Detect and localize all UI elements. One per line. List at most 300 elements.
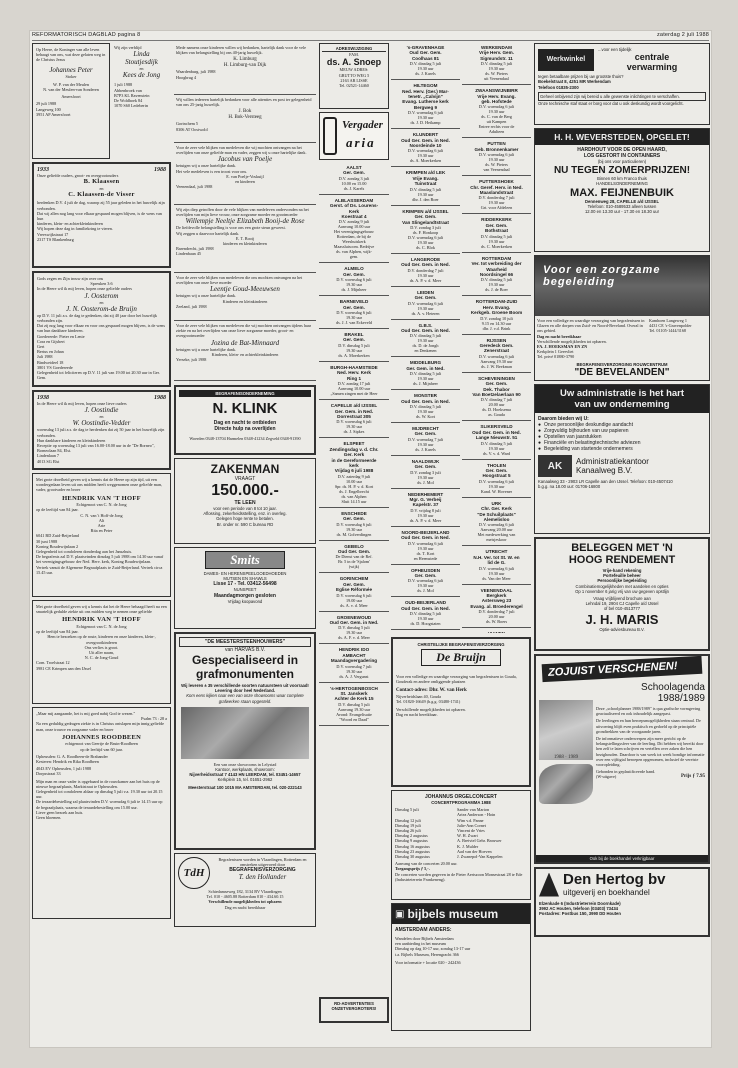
church-service — [391, 424, 460, 456]
service-details: D.V. zondag 3 juli ds. F. Honkoop D.V. woensdag 6 juli 19.30 uur ds. C. Blok — [407, 224, 444, 250]
phone: Telefoon 01835-2300 — [538, 84, 579, 90]
service-details: D.V. dinsdag 5 juli 19.30 uur ds. A. F. v. d. Meer — [338, 625, 370, 641]
address: GRUTTO WEG 5 — [338, 72, 370, 78]
church-name: THOLEN Ger. Gem. Hoogstraat 5 — [482, 462, 511, 479]
text: aria — [346, 135, 376, 150]
church-service — [462, 374, 531, 422]
ad-rd-advertenties — [319, 997, 389, 1023]
pillar-icon — [323, 117, 337, 155]
church-service — [319, 196, 389, 264]
service-details: D.V. dinsdag 5 juli 19.30 uur ds. J. Mijnheer — [409, 371, 442, 387]
ad-title: centrale verwarming — [626, 52, 678, 73]
text: Kantoor, werkplaats, showroom: — [215, 767, 275, 773]
list-item-label: Financiële en belastingtechnische adviezen — [544, 440, 641, 446]
church-name: UTRECHT N.H. Ver. tot St. W. en lid de G. — [473, 549, 520, 566]
text: Verschillende mogelijkheden tot opbaren. — [396, 707, 466, 713]
banner: ZOJUIST VERSCHENEN! — [542, 656, 703, 682]
person-name: J. Oostindie — [84, 406, 119, 415]
address: Waardenburg, juli 1988 Hoogbrug 4 — [176, 69, 216, 80]
phone: of bel 010-4513777 — [603, 606, 641, 612]
company-name: T. den Hollander — [238, 873, 287, 882]
text: en — [139, 66, 144, 72]
phone: Telefoon: 010-4589533 alleen tussen — [587, 203, 657, 209]
church-service — [462, 422, 531, 459]
text: Woerden 0348-13704 Harmelen 0348-41234 Zegveld 0348-91390 — [189, 436, 301, 442]
list-item-label: Opstellen van jaarstukken — [544, 434, 602, 440]
kanaalweg-logo-icon: AK — [538, 455, 572, 477]
text: betuigen wij u onze hartelijke dank. — [176, 293, 237, 299]
bullet-icon: ● — [538, 422, 542, 428]
church-name: LANGERODE Oud Ger. Gem. in Ned. — [401, 256, 450, 268]
text: Voor de zeer vele blijken van medeleven die ons mochten ontvangen na het overlijden van onze lieve moeder — [176, 275, 303, 286]
church-service — [462, 177, 531, 214]
ad-anniversary-oosterom — [32, 271, 171, 387]
date: Zeeland, juli 1988 — [176, 303, 207, 309]
ad-thanks-de-bat — [174, 321, 316, 381]
text: Verschillende mogelijkheden tot opbaren. — [537, 338, 607, 344]
header-left: REFORMATORISCH DAGBLAD pagina 8 — [32, 32, 141, 38]
service-details: D.V. dinsdag 5 juli 19.30 uur ds. W. Pieters uit Veenendaal — [480, 61, 513, 82]
schoolagenda-cover: 1988 · 1989 — [539, 700, 593, 760]
newspaper-page — [29, 30, 712, 1048]
schoolplanner-photo — [539, 764, 593, 804]
text: Daarom bieden wij U: — [538, 416, 589, 422]
phone: Tel. privé 01880-3790 — [537, 354, 575, 360]
text: FA. J. HOEKSMAN EN ZN — [537, 344, 588, 350]
ad-title: BELEGGEN MET 'N HOOG RENDEMENT — [568, 542, 676, 566]
price: Prijs ƒ 7.95 — [680, 774, 705, 780]
ad-thanks-bok — [174, 95, 316, 143]
date: 29 juli 1988 — [36, 101, 57, 107]
text: Opheusden: G. A. Roodbeen-de Brabander Kesteren: Hendrik en Rika Roodbeen — [36, 753, 108, 764]
ad-title: Voor een zorgzame begeleiding — [543, 264, 661, 288]
text: Persoonlijke begeleiding — [597, 578, 647, 584]
company-name: MAX. FEIJNENBUIK — [570, 186, 674, 199]
address: Gorinchem 5 8306 AT Oostwold — [176, 121, 208, 132]
church-service — [319, 613, 389, 645]
service-details: D.V. dinsdag 7 juli 20.00 uur ds. D. Hoeksema as. Gouda — [480, 397, 513, 418]
ad-obituary-roodbeen — [32, 707, 171, 919]
service-details: D.V. woensdag 7 juli 19.30 uur ds. J. Karels — [407, 436, 444, 452]
text: Wij leveren ± 35 verschillende soorten natuursteen uit voorraad! — [181, 683, 309, 688]
church-service — [391, 391, 460, 423]
text: Mede namens onze kinderen willen wij bedanken, hartelijk dank voor de vele blijken van belangstelling bij ons 40-jarig huwelijk. — [176, 45, 307, 56]
person-name: Leentje Goud-Meeuwsen — [210, 285, 280, 294]
date: Barendrecht, juli 1988 Lindenbaan 45 — [176, 246, 214, 257]
church-name: PUTTEN Geb. Bronnenkamer — [474, 141, 519, 152]
ad-anniversary-klaassen — [32, 162, 171, 268]
text: op D.V. 11 juli a.s. de dag te gedenken, dat zij 40 jaar door het huwelijk verbonden zijn. Dat zij nog lang voor elkaar en voor ons gespaard mogen blijven, is de wens van hun dankbare kinderen. — [37, 312, 166, 334]
service-details: D.V. dinsdag 5 juli 19.30 uur ds. V. v. d. Ward — [480, 440, 513, 456]
text: Gelegenheid tot condoleren donderdag aan het Janszhuis. De begrafenis zal D.V. plaatsvinden dinsdag 5 juli 1988 om 14.30 uur vanaf het verenigingsgebouw der Ned. Herv. kerk, Koning Boudewijnlaan. Vertrek vanuit de Algemene Begraafplaats te Zuid-Beijerland. Vertrek circa 15.45 uur. — [36, 548, 164, 575]
church-name: OUD-BEIJERLAND Oud Ger. Gem. in Ned. — [401, 600, 450, 611]
church-name: WERKENDAM Vrije Herv. Gem. Sigmundstr. 11 — [479, 45, 514, 61]
text: Begrafenissen worden in Vlaardingen, Rotterdam en omstreken uitgevoerd door — [218, 857, 307, 868]
text: Voor de zeer vele blijken van medeleven die wij mochten ontvangen na het overlijden van onze geliefde man en vader, zeggen wij u onze hartelijke dank. — [176, 145, 307, 156]
year: 1938 — [37, 395, 49, 401]
address: Nijverheidslaan 40, Gouda — [396, 693, 442, 699]
text: ADRESWIJZIGING — [322, 46, 386, 52]
church-service — [391, 207, 460, 254]
smits-logo: Smits — [205, 551, 285, 569]
church-service — [391, 43, 460, 80]
church-name: GROENEWOUD Oud Ger. Gem. in Ned. — [329, 614, 379, 625]
church-name: KRIMPEN a/d IJSSEL Ger. Gem. Van Slingelandtstraat — [402, 208, 449, 225]
text: FAM. — [349, 52, 359, 58]
company-name: Den Hertog bv — [563, 871, 666, 888]
person-name: Stoutjesdijk — [125, 58, 158, 67]
church-services-list-2 — [391, 43, 460, 633]
church-name: SCHEVENINGEN Ger. Gem. Dek. Thabor Van Boetzelaerlaan 90 — [472, 375, 521, 397]
ad-smits — [174, 547, 316, 629]
service-details: D.V. woensdag 6 juli 19.30 uur ds. T. Kort en Heemstede — [407, 540, 444, 561]
text: Mijn man en onze vader is opgebaard in de rouwkamer aan het huis op de nieuwe begraafplaats, Marktstraat te Opheusden. Gelegenheid tot condoleren aldaar op dinsdag 5 juli v.a. 19.30 uur tot 20.15 uur. De teraardebestelling zal plaatsvinden D.V. woensdag 6 juli te 14.15 uur op de begraafplaats, waarna de teraardebestelling om 15.00 uur. Lieve geen bezoek aan huis. Geen bloemen. — [36, 778, 163, 820]
text: Dinsdag op dag 10-17 uur, zondag 13-17 uur — [395, 946, 471, 952]
caption: Een van onze showrooms in Lelystad — [213, 761, 277, 767]
text: Geheel onbijvend zijn wij bereid u alle gewenste inlichtingen te verschaffen. — [538, 92, 706, 101]
church-name — [462, 631, 531, 633]
church-service — [462, 336, 531, 373]
church-name: MONSTER Oud Ger. Gem. in Ned. — [401, 393, 450, 404]
sunset-photo — [535, 256, 709, 316]
service-details: D.V. zondag 9 juli Aanvang 10.00 uur Het verenigingsgebouw Rotterdam, de bij de Weeshuiskerk Maassluiscom. Bedrijve ds. van Alphen, wijk- gem. — [333, 219, 375, 260]
text: MEUW ADRES: — [339, 67, 369, 73]
ad-harvas — [174, 632, 316, 850]
phone: Tel. 01820-16649 (b.g.g. 03480-1741) — [396, 698, 461, 704]
text: W. P. van der Meulen N. van der Meulen-van Sonderen — [43, 81, 99, 93]
service-details: D.V. dinsdag 5 juli 19.30 uur ds. D. de Jongh en Denkenen — [409, 333, 442, 354]
text: Br. onder nr. 590 C bureau RD — [216, 521, 274, 527]
text: Deze „schoolplanner 1988/1989" is qua grafische vormgeving geactualiseerd en ook inhoudelijk aangepast. — [596, 706, 701, 717]
text: Gebonden in geplastificeerde band. — [596, 769, 656, 775]
text: Maandagmorgen gesloten — [214, 592, 276, 599]
service-details: D.V. zondag 17 juli Aanvang 10.00 uur „Samen zingen met de Heer — [330, 381, 378, 397]
list-item — [538, 446, 706, 452]
text: Na een geduldig gedragen ziekte is in Christus ontslapen mijn innig geliefde man, onze trouwe en zorgzame vader en broer — [36, 721, 165, 732]
church-name: GORINCHEM Ger. Gem. Eglise Réformée — [336, 576, 372, 593]
text: en — [99, 185, 104, 191]
person-name: HENDRIK VAN 'T HOFF — [62, 494, 141, 502]
church-name: SLIKERSVELD Oud Ger. Gem. in Ned. Lange Nieuwstr. 51 — [472, 424, 521, 441]
ad-de-bevelanden — [534, 255, 710, 381]
church-service — [319, 509, 389, 541]
ad-title: Uw administratie is het hart van uw onderneming — [535, 385, 709, 413]
service-details: D.V. woensdag 6 juli 19.30 uur ds. J. D. Heikamp — [407, 110, 444, 126]
church-name: HILTEGOM Ned. Herv. (Ger.) Mar- tenetr. „Calvijn" Evang. Lutherse kerk Bergweg 9 — [402, 83, 449, 110]
service-details: D.V. woensdag 6 juli 19.30 uur Kand. W. Hovener — [478, 478, 515, 494]
church-name: AALST Ger. Gem. — [343, 165, 365, 176]
text: TE LEEN — [234, 500, 256, 506]
text: Levering door heel Nederland. — [214, 688, 276, 694]
service-details: De Dienst van de Ref. Br. 5 in de 'Sjalom' (wijk) — [335, 554, 373, 570]
text: ONZETVERGROTERS! — [331, 1006, 377, 1012]
person-name: Johannes Peter — [49, 65, 93, 74]
ad-obituary-van-t-hoff-2 — [32, 600, 171, 704]
ad-hardhout — [534, 128, 710, 252]
church-service — [462, 629, 531, 633]
ad-thanks-booij — [174, 205, 316, 273]
address: Langeweg 100 3951 AP Amersfoort — [36, 106, 71, 117]
church-service — [462, 86, 531, 138]
church-name: ELSPEET Zendingsdag v. d. Chr. Ger. Kerk in de Gereformeerde kerk Vrijdag 6 juli 1988 — [329, 441, 379, 474]
text: Wandelen door Bijbels Amsterdam — [395, 936, 454, 941]
de-bruijn-logo: De Bruijn — [421, 649, 501, 666]
text: uitgeverij en boekhandel — [563, 888, 650, 897]
text: 12.00 en 13.30 uur - 17.30 en 18.30 uur — [584, 209, 660, 215]
person-name: Jozina de Bat-Minnaard — [210, 338, 280, 347]
service-details: D.V. donderdag 7 juli 19.30 uur Grt. voor Afdeleen — [478, 195, 515, 211]
service-details: D.V. woensdag 6 juli Aanvang 19.30 uur ds. J. W. Beekman — [478, 353, 515, 369]
service-details: D.V. woensdag 6 juli 19.30 uur ds. J. Mol — [407, 578, 444, 594]
date: Veenendaal, juli 1988 — [176, 184, 213, 190]
date: 4043 EV Opheusden, 1 juli 1988 Dorpsstraat 33 — [36, 766, 92, 777]
address: Dennenweg 28, CAPELLE a/d IJSSEL — [585, 198, 659, 204]
service-details: D.V. zondag 10 juli 9.15 en 14.30 uur dhr. J. v.d. Brink — [480, 315, 513, 331]
service-details: D.V. dinsdag 5 juli 19.30 uur ds. C. Moerkerken — [480, 233, 513, 249]
text: woensdag 13 juli a.s. de dag te herdenken dat zij 50 jaar in het huwelijk zijn verbonden. Hun dankbare kinderen en kleinkinderen Receptie op woensdag 13 juli van 16.00-18.00 uur in de "De Borneo", Borneolaan 84, Elst. Lindenlaan 7 4013 SG Elst — [37, 427, 165, 464]
church-name: RIJSSEN Geredeck Gem. Zenerstraat — [479, 337, 514, 354]
museum-name: bijbels museum — [407, 907, 499, 921]
text: Met grote droefheid geven wij u kennis dat de Heere op zijn tijd, uit een wondergedaan leven uit ons midden heeft weggenomen onze geliefde man, vader, grootvader en broer — [36, 477, 162, 493]
text: Voor een volledige en waardige verzorging van begrafenissen in Glazen en alle dorpen van Zuid- en Noord-Beveland. Overal in ons gebied. — [537, 318, 645, 334]
headline: NU TEGEN ZOMERPRIJZEN! — [553, 165, 691, 177]
text: Voor de zeer vele blijken van medeleven die wij mochten ontvangen tijdens haar ziekte en na het overlijden van onze lieve zorgzame moeder, groot- en overgrootmoeder — [176, 323, 312, 339]
phone: Tel. 010 - 4605.88 Rotterdam 010 - 434.60.15 — [206, 894, 284, 900]
text: en — [99, 299, 104, 305]
text: Onze geliefde ouders, groot- en overgrootouders — [37, 173, 119, 178]
service-details: D.V. woensdag 6 juli 19.30 uur ds. M. Golverdingen — [336, 521, 372, 537]
service-details: D.V. vrijdag 8 juli 19.30 uur ds. A. P. v. d. Meer — [409, 507, 442, 523]
text: E. T. Booij kinderen en kleinkinderen — [223, 235, 267, 247]
year: 1933 — [37, 167, 49, 173]
concert-artists: Sander van Marion Ariea Anderson - Hoin Wim v.d. Panne Julie-Ann Cornet Vincent de Vries W. H. Zwart A. Bretviel Gehr. Brouwer K. J. Mulder Aad van der Hoeven J. Zwanepol-Van Kappelen — [457, 807, 503, 860]
text: MUTSEN EN SHAWLS — [223, 576, 267, 582]
service-details: D.V. woensdag 7 juli 19.30 uur ds. A. J. Vergunst — [336, 663, 372, 679]
text: BEGRAFENISVERZORGING — [229, 867, 296, 874]
museum-banner — [392, 904, 530, 924]
ad-administratie — [534, 384, 710, 534]
text: Ook bij de boekhandel verkrijgbaar — [536, 855, 708, 862]
text: "DE MEESTERSTEENHOUWERS" — [179, 637, 311, 647]
church-services-list-1 — [319, 163, 389, 726]
service-details: D.V. woensdag 6 juli 19.30 uur ds. J. Sipkes — [336, 419, 372, 435]
date: 1 juli 1988 — [114, 82, 133, 88]
text: (W-uitgave) — [596, 774, 617, 780]
church-services-list-3 — [462, 43, 531, 633]
person-name: J. Bok H. Bok-Versteeg — [228, 109, 262, 121]
church-name: NOORD-BEIJERLAND Oud Ger. Gem. in Ned. — [401, 529, 450, 541]
address: Bindweideel 18 3801 VS Goedereede — [37, 359, 73, 370]
text: van HARVAS B.V. — [225, 647, 265, 653]
person-name: HENDRIK VAN 'T HOFF — [62, 616, 141, 624]
text: Vergader — [342, 119, 383, 131]
ad-title: Gespecialiseerd in grafmonumenten — [191, 653, 299, 681]
phone: Tel. 01105-1444/3168 — [649, 328, 687, 334]
person-name: Linda — [133, 50, 150, 59]
service-details: D.V. dinsdag 5 juli 19.30 uur ds. D. Hoogstaten — [409, 611, 442, 627]
text: Onze technische staf staat er borg voor dat u ook deskundig wordt voorgelicht. — [538, 101, 684, 107]
text: Gelegenheid tot feliciteren op D.V. 11 juli van 19.00 tot 20.30 uur in Ger. Gem. — [37, 370, 160, 381]
person-name: Kees de Jong — [122, 71, 161, 80]
text: voor een periode van 8 tot 10 jaar. — [213, 506, 277, 511]
text: Op Heere, de Koninger van alle leven behaagt van ons, wat deze gelaten weg in de Christus Jezus — [36, 47, 106, 63]
company-name: J. H. MARIS — [585, 611, 659, 627]
werkwinkel-logo: Werkwinkel — [538, 49, 594, 71]
service-details: D.V. dinsdag 5 juli 19.30 uur ds. A. Moerkerken — [338, 342, 370, 358]
vergaderaria-logo — [319, 112, 389, 160]
church-service — [462, 586, 531, 629]
address: Boekelstraat 8, 4251 MR Werkendam — [538, 79, 611, 85]
text: CHRISTELIJKE BEGRAFENISVERZORGING — [417, 642, 505, 647]
address: 2163 AR LISSE — [340, 77, 368, 83]
column-6 — [534, 43, 710, 1047]
year: 1988 — [154, 167, 166, 173]
church-name: MIDDELBURG Ger. Gem. in Ned. — [406, 360, 445, 371]
address: Postadres: Postbus 150, 3990 DD Houten — [539, 911, 621, 917]
ad-birth-johannes — [32, 43, 110, 159]
person-name: Willempje Neeltje Elizabeth Booij-de Rose — [185, 217, 305, 226]
church-service — [391, 130, 460, 167]
church-service — [391, 81, 460, 129]
church-name: NEDERHEMERT Mgr. G. Verbeij Kapelstr. 37 — [407, 491, 444, 508]
text: Op 1 november 6 jarig vrij van uw gegeven opstlijn — [575, 588, 669, 594]
text: DAMES- EN HERENSPEELGOEDHOEDEN — [203, 571, 287, 576]
text: Verschillende mogelijkheden tot opbaren — [208, 899, 282, 905]
address: Elzenkade 6 (Industrieterrein Doornkade) — [539, 901, 621, 906]
text: Optie-adviesbureau B.V. — [599, 626, 645, 632]
church-name: LEIDEN Ger. Gem. — [414, 289, 437, 301]
church-service — [462, 43, 531, 85]
service-details: D.V. woensdag 6 juli 19.30 uur ds. J. J. van Eckeveld — [336, 310, 372, 326]
church-name: 's-GRAVENHAGE Oud Ger. Gem. Coolhaas 81 — [406, 45, 445, 61]
ad-schoolagenda — [534, 654, 710, 864]
church-service — [391, 255, 460, 287]
text: Kinderen en kleinkinderen — [222, 298, 268, 304]
church-name: 's-HERTOGENBOSCH St. Janskerk Achter de Kerk 15 — [330, 685, 378, 702]
text: In de Heere wil ik mij leven, hopen onze lieve ouders — [37, 401, 127, 406]
church-name: RIDDERKERK Ger. Gem. Bothstraat — [481, 217, 512, 234]
person-name: B. Klaassen — [83, 178, 120, 186]
person-name: ds. A. Snoep — [326, 57, 382, 68]
text: betuigen wij u onze hartelijke dank. Het vele medeleven is een troost voor ons. — [176, 163, 248, 174]
text: BEGRAFENISONDERNEMING — [179, 390, 311, 397]
column-4 — [391, 43, 531, 1047]
service-details: D.V. zondag 3 juli 19.30 uur ds. J. Mol — [410, 469, 441, 485]
church-service — [391, 598, 460, 630]
date: Juli 1988 — [37, 354, 53, 360]
address: Kerkplein 1 Geervliet — [537, 349, 574, 355]
text: herdenken D.V. 4 juli de dag, waarop zij 55 jaar geleden in het huwelijk zijn verbonden. Dat wij allen nog lang voor elkaar gespaard mogen blijven, is de wens van hun kinderen, klein- en achterkleinkinderen Wij hopen deze dag in familiekring te vieren. Vreeswijkstraat 17 2317 TS Blankenburg — [37, 200, 165, 242]
service-details: D.V. zondag 3 juli 10.00 en 15.00 ds. J. Karels — [338, 175, 370, 191]
text: Binnen 60 km Franco thuis — [597, 176, 647, 182]
text: De leerlingen en hun beroepsmogelijkheden staan centraal. De uitvoering blijft even praktisch en gedoeld op de principiële grondtrekken van de voorgaande jaren. — [596, 718, 701, 734]
ad-thanks-goud — [174, 273, 316, 321]
bullet-icon: ● — [538, 434, 542, 440]
church-service — [319, 439, 389, 507]
text: echtgenoot van Geertje de Bruin-Roodbeen — [65, 741, 138, 747]
text: Echtgenoot van C. N. de Jong — [76, 502, 127, 508]
church-service — [391, 490, 460, 527]
address: t.a. Bijbels Museum, Herengracht 366 — [395, 951, 459, 957]
church-name: ROTTERDAM Ver. tot verbreiding der Waarheid Noordsingel 66 — [471, 255, 522, 277]
service-details: D.V. woensdag 6 juli Aanvang 20.00 uur Met medewerking van meisjeskoor — [477, 522, 516, 543]
service-details: D.V. dinsdag 5 juli 19.30 uur ds. W. Kort — [409, 403, 442, 419]
text: Stoker — [65, 73, 77, 79]
address: Kanaalweg 33 - 2903 LR Capelle aan den IJssel. Telefoon: 010-4507410 b.g.g. na 18.00 uur: 01706-16800 — [538, 479, 673, 490]
text: een aanbieding in het museum — [395, 941, 446, 947]
text: De liefdevolle belangstelling is voor ons een grote steun geweest. Wij zeggen u daarvoor hartelijk dank. — [176, 225, 286, 236]
text: Toegangsprijs ƒ 5,-. — [395, 866, 430, 872]
museum-logo-icon: ▣ — [395, 908, 405, 920]
text: Spreuken 3:6 — [90, 281, 113, 287]
person-name: JOHANNES ROODBEEN — [61, 733, 142, 741]
church-service — [391, 528, 460, 565]
ad-klink — [174, 385, 316, 455]
church-name: PUTTERSHOEK Chr. Geref. Herv. in Ned. Maaslandstraat — [470, 179, 523, 196]
text: Meesterstraat 100 1015 MA AMSTERDAM, tel. 020-222143 — [188, 784, 302, 790]
services-list — [538, 422, 706, 452]
address: Abbenbroek van B7P3 KL Ravenstein De Woldhoek 84 1070 S60 Ledeberin — [114, 87, 150, 109]
text: op de leeftijd van 84 jaar. — [36, 629, 79, 635]
text: Vrijdag koopavond — [227, 598, 263, 604]
company-name: Administratiekantoor Kanaalweg B.V. — [576, 457, 649, 475]
concert-dates: Dinsdag 5 juli Dinsdag 12 juli Dinsdag 19 juli Dinsdag 26 juli Dinsdag 2 augustus Dinsdag 9 augustus Dinsdag 16 augustus Dinsdag 23 augustus Dinsdag 30 augustus — [395, 807, 430, 860]
ad-zakenman — [174, 458, 316, 544]
text: Echtgenoot van C. N. de Jong — [76, 623, 127, 629]
church-name: URK Chr. Ger. Kerk "De Schuilplaats" Alemelisloo — [477, 500, 516, 523]
text: De informatieve onderwerpen zijn meer gericht op de belangstellingssfeer van de leerling. Dit hebben wij bereikt door hen zelf te laten schrijven en vertellen over zaken die hen bezighouden. Daardoor is van week tot week bondige informatie over een vijftigtal beroepen opgenomen, inclusief de vereiste vooropleiding. — [596, 736, 705, 768]
service-details: D.V. dinsdag 5 juli Aanvang 19.30 uur Avond: Evangelisatie "Woord en Daad" — [336, 701, 372, 722]
church-name: BURGH-HAAMSTEDE Ned. Herv. Kerk Ring 1 — [330, 364, 378, 381]
text: Hem te bezoeken op de route, kinderen en onze kinderen, klein-, overgrootkinderen Ons verlies is groot. Uit aller naam, N. C. de Jong-Goud — [47, 634, 156, 661]
ad-title: H. H. WEVERSTEDEN, OPGELET! — [535, 129, 709, 145]
text: Aanvang van de concerten 20.00 uur. — [395, 861, 458, 867]
ad-title: ZAKENMAN — [210, 462, 280, 476]
page-header — [32, 32, 709, 41]
text: Kom eens kijken naar een van onze showrooms waar complete grafwerken staan opgesteld. — [186, 693, 304, 704]
church-service — [319, 363, 389, 400]
company-name: N. KLINK — [212, 400, 278, 418]
text: Amersfoort — [61, 94, 81, 100]
text: De concerten worden gegeven in de Pieter Aertszoon Monsestraat 28 te Ede (Industrieterrein Frankeneng). — [395, 871, 523, 882]
text: Portefeuille beheer — [603, 573, 641, 579]
header-date: zaterdag 2 juli 1988 — [656, 32, 709, 38]
text: Aflossing, zekerheidsstelling, enz. in overleg. — [203, 511, 287, 517]
church-name: MIJDRECHT Ger. Gem. — [412, 425, 439, 437]
text: Wij zijn diep getroffen door de vele blijken van medeleven ondervonden na het overlijden van mijn lieve vrouw, onze zorgzame moeder en grootmoeder — [176, 207, 309, 218]
text: Dag en nacht bereikbaar — [537, 333, 582, 339]
text: AMSTERDAM ANDERS: — [395, 927, 452, 933]
ad-werkwinkel — [534, 43, 710, 125]
ad-maris — [534, 537, 710, 651]
church-service — [462, 139, 531, 176]
text: Psalm 73 : 28 a — [141, 716, 167, 722]
list-item-label: Zorgvuldig bijhouden van uw papieren — [544, 428, 629, 434]
church-name: ZWAANSWIJNBIRR Vrije Herv. Evang. geb. Hofstede — [475, 88, 518, 105]
text: Met grote droefheid geven wij u kennis dat het de Heere behaagd heeft na een smartelijk gedulde ziekte uit ons midden weg te nemen onze geliefde — [36, 604, 167, 615]
church-service — [462, 461, 531, 498]
ad-snoep — [319, 43, 389, 109]
church-name: CAPELLE a/d IJSSEL Ger. Gem. in Ned. Dorrestraat 305 — [330, 403, 378, 419]
ad-thanks-poelje — [174, 143, 316, 205]
text: op de leeftijd van 84 jaar. — [36, 507, 79, 513]
column-1 — [32, 43, 171, 1047]
church-name: KLUNDERT Oud Ger. Gem. in Ned. Noordeinde 10 — [401, 132, 450, 149]
person-name: C. Klaassen-de Visser — [68, 190, 135, 198]
church-name: ENSCHEDE Ger. Gem. — [341, 510, 367, 522]
ad-title: JOHANNUS ORGELCONCERT — [425, 794, 497, 800]
church-service — [462, 254, 531, 297]
